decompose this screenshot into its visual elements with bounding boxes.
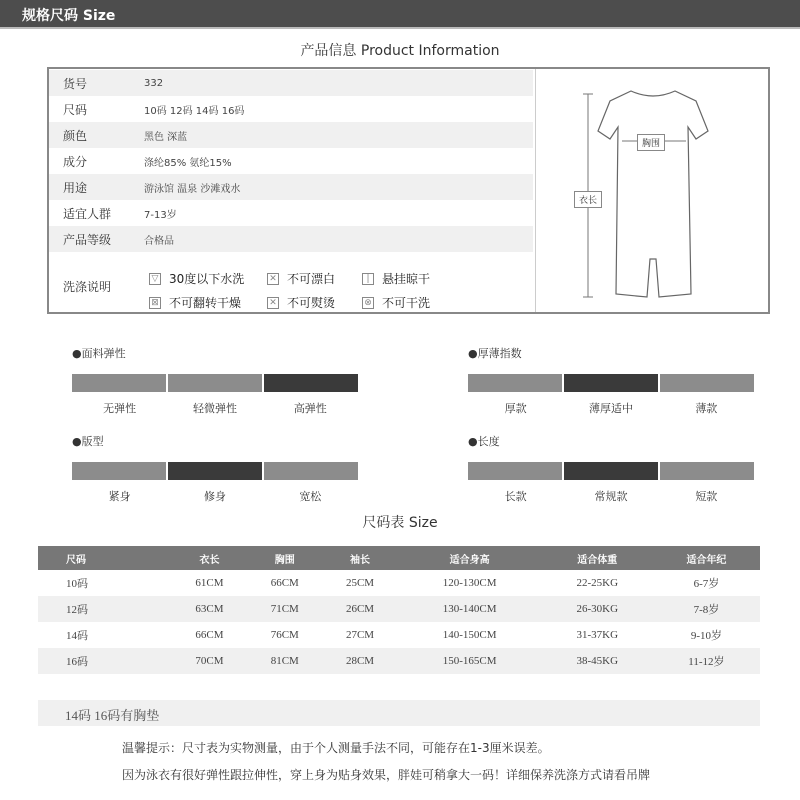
table-cell: 38-45KG	[542, 648, 653, 674]
scale-option: 轻微弹性	[192, 402, 237, 415]
scale-option: 薄款	[695, 402, 718, 415]
scale-segment	[660, 374, 754, 392]
length-label: 衣长	[574, 191, 602, 208]
table-cell: 7-8岁	[653, 596, 760, 622]
scale-segment	[660, 462, 754, 480]
wash-item	[267, 294, 335, 311]
wash-tub-icon: ▽	[149, 273, 161, 285]
info-row	[49, 122, 533, 148]
table-cell: 140-150CM	[442, 629, 497, 641]
table-cell: 31-37KG	[576, 629, 619, 641]
scale-option: 紧身	[108, 490, 131, 503]
column-header: 尺码	[38, 546, 172, 570]
table-row	[38, 596, 760, 622]
section-header: 规格尺码 Size	[0, 0, 800, 27]
wash-text: 悬挂晾干	[382, 272, 431, 286]
scale-segment	[72, 462, 166, 480]
table-cell: 9-10岁	[690, 630, 723, 642]
table-cell: 61CM	[195, 577, 224, 589]
wash-text: 不可熨烫	[287, 296, 336, 310]
scale-group	[468, 433, 754, 504]
column-header: 适合身高	[398, 546, 542, 570]
scale-segment	[564, 462, 658, 480]
table-cell: 81CM	[247, 648, 322, 674]
wash-text: 不可翻转干燥	[169, 296, 242, 310]
scale-bar	[72, 462, 358, 480]
product-info-box	[47, 67, 770, 314]
footnote-sizing: 因为泳衣有很好弹性跟拉伸性，穿上身为贴身效果，胖娃可稍拿大一码！详细保养洗涤方式请看吊牌	[122, 768, 651, 782]
scale-group	[468, 345, 754, 416]
table-cell: 11-12岁	[653, 648, 760, 674]
product-info-title: 产品信息 Product Information	[300, 43, 500, 59]
table-cell: 28CM	[322, 648, 397, 674]
column-header: 适合年纪	[653, 546, 760, 570]
table-row	[38, 622, 760, 648]
info-key: 颜色	[63, 128, 88, 143]
table-cell: 25CM	[345, 577, 375, 589]
column-header: 衣长	[172, 546, 247, 570]
scale-title: ●长度	[468, 435, 500, 448]
info-row	[49, 226, 533, 252]
wash-text: 不可干洗	[382, 296, 431, 310]
scale-segment	[264, 462, 358, 480]
info-key: 尺码	[63, 102, 88, 117]
info-value: 332	[144, 77, 164, 89]
info-value: 7-13岁	[144, 209, 177, 221]
table-cell: 70CM	[172, 648, 247, 674]
scale-segment	[264, 374, 358, 392]
scale-title: ●面料弹性	[72, 347, 126, 360]
scale-option: 常规款	[594, 490, 628, 503]
wash-item	[149, 294, 241, 311]
info-key: 适宜人群	[63, 206, 112, 221]
scale-title: ●厚薄指数	[468, 347, 522, 360]
table-cell: 26CM	[322, 596, 397, 622]
table-cell: 150-165CM	[398, 648, 542, 674]
table-cell: 120-130CM	[442, 577, 497, 589]
info-row	[49, 148, 533, 174]
table-row	[38, 570, 760, 596]
wash-item	[267, 270, 335, 287]
scale-option: 薄厚适中	[588, 402, 633, 415]
scale-title: ●版型	[72, 435, 104, 448]
scale-option: 厚款	[504, 402, 527, 415]
scale-option: 长款	[504, 490, 527, 503]
wash-label: 洗涤说明	[63, 280, 112, 294]
scale-segment	[72, 374, 166, 392]
info-value: 10码 12码 14码 16码	[144, 105, 245, 117]
info-key: 成分	[63, 154, 88, 169]
table-cell: 22-25KG	[576, 577, 619, 589]
info-value: 游泳馆 温泉 沙滩戏水	[144, 183, 241, 195]
wash-item	[362, 270, 430, 287]
table-cell: 130-140CM	[398, 596, 542, 622]
scale-bar	[468, 374, 754, 392]
info-row	[49, 174, 533, 200]
table-cell: 66CM	[270, 577, 299, 589]
wash-text: 不可漂白	[287, 272, 336, 286]
size-table-title: 尺码表 Size	[362, 515, 438, 531]
info-key: 货号	[63, 76, 88, 91]
table-cell: 10码	[66, 578, 88, 590]
hang-dry-icon: |	[362, 273, 374, 285]
table-cell: 76CM	[270, 629, 299, 641]
table-cell: 66CM	[195, 629, 224, 641]
info-value: 涤纶85% 氨纶15%	[144, 157, 232, 169]
size-table	[38, 546, 760, 674]
table-row	[38, 648, 760, 674]
info-row	[49, 200, 533, 226]
table-cell: 14码	[66, 630, 88, 642]
garment-diagram	[535, 69, 770, 312]
info-row	[49, 70, 533, 96]
table-cell: 27CM	[345, 629, 375, 641]
scale-bar	[468, 462, 754, 480]
scale-segment	[468, 374, 562, 392]
info-key: 用途	[63, 180, 88, 195]
info-value: 合格品	[144, 235, 174, 247]
column-header: 适合体重	[542, 546, 653, 570]
wash-instructions	[49, 260, 533, 314]
info-row	[49, 96, 533, 122]
scale-option: 高弹性	[293, 402, 327, 415]
table-cell: 63CM	[172, 596, 247, 622]
scale-group	[72, 345, 358, 416]
info-key: 产品等级	[63, 232, 112, 247]
scale-segment	[468, 462, 562, 480]
table-cell: 26-30KG	[542, 596, 653, 622]
wash-text: 30度以下水洗	[169, 272, 245, 286]
scale-segment	[168, 374, 262, 392]
scale-segment	[564, 374, 658, 392]
no-tumble-dry-icon: ⊠	[149, 297, 161, 309]
no-iron-icon: ✕	[267, 297, 279, 309]
footnote-measurement: 温馨提示：尺寸表为实物测量，由于个人测量手法不同，可能存在1-3厘米误差。	[122, 741, 550, 755]
wash-item	[362, 294, 430, 311]
scale-option: 无弹性	[103, 402, 137, 415]
scale-bar	[72, 374, 358, 392]
column-header: 袖长	[322, 546, 397, 570]
scale-group	[72, 433, 358, 504]
padding-note: 14码 16码有胸垫	[38, 700, 760, 726]
header-divider	[0, 27, 800, 29]
scale-segment	[168, 462, 262, 480]
scale-option: 宽松	[299, 490, 322, 503]
table-cell: 6-7岁	[693, 578, 720, 590]
info-value: 黑色 深蓝	[144, 131, 188, 143]
table-cell: 16码	[38, 648, 172, 674]
scale-option: 短款	[695, 490, 718, 503]
no-bleach-icon: ✕	[267, 273, 279, 285]
table-cell: 12码	[38, 596, 172, 622]
no-dry-clean-icon: ⊗	[362, 297, 374, 309]
chest-label: 胸围	[637, 134, 665, 151]
wash-item	[149, 270, 244, 287]
table-cell: 71CM	[247, 596, 322, 622]
scale-option: 修身	[203, 490, 226, 503]
swimsuit-illustration	[536, 69, 771, 312]
column-header: 胸围	[247, 546, 322, 570]
